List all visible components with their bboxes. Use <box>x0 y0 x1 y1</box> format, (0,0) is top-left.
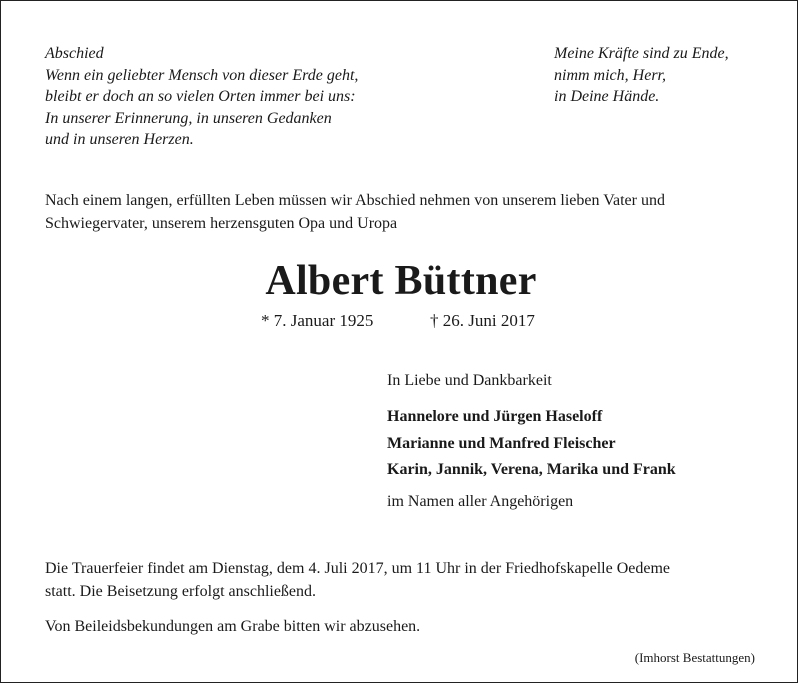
mourner-name: Hannelore und Jürgen Haseloff <box>387 408 603 425</box>
poem-right-line: Meine Kräfte sind zu Ende, <box>554 45 729 62</box>
poem-left-line: und in unseren Herzen. <box>45 131 194 148</box>
poem-right-line: in Deine Hände. <box>554 88 660 105</box>
poem-left-line: bleibt er doch an so vielen Orten immer bei uns: <box>45 88 356 105</box>
mourner-name: Karin, Jannik, Verena, Marika und Frank <box>387 461 676 478</box>
birth-date: * 7. Januar 1925 <box>261 311 374 330</box>
mourners-list <box>387 404 676 484</box>
intro-line: Schwiegervater, unserem herzensguten Opa und Uropa <box>45 215 398 232</box>
poem-right-line: nimm mich, Herr, <box>554 66 666 84</box>
poem-left <box>45 43 358 151</box>
death-date: † 26. Juni 2017 <box>430 311 535 330</box>
condolence-note: Von Beileidsbekundungen am Grabe bitten wir abzusehen. <box>45 618 421 635</box>
mourner-name: Marianne und Manfred Fleischer <box>387 434 616 452</box>
poem-left-line: In unserer Erinnerung, in unseren Gedanken <box>45 109 332 127</box>
intro-line: Nach einem langen, erfüllten Leben müssen wir Abschied nehmen von unserem lieben Vater und <box>45 192 665 209</box>
poem-left-line: Wenn ein geliebter Mensch von dieser Erde geht, <box>45 66 359 84</box>
service-info <box>45 557 670 603</box>
service-line: Die Trauerfeier findet am Dienstag, dem 4. Juli 2017, um 11 Uhr in der Friedhofskapelle Oedeme <box>45 560 671 577</box>
service-line: statt. Die Beisetzung erfolgt anschließend. <box>45 583 317 600</box>
deceased-name: Albert Büttner <box>265 258 537 304</box>
poem-right <box>554 43 729 108</box>
on-behalf-line: im Namen aller Angehörigen <box>387 493 574 510</box>
intro-text <box>45 189 665 235</box>
thanks-line: In Liebe und Dankbarkeit <box>387 372 552 389</box>
poem-left-line: Abschied <box>45 45 104 62</box>
undertaker-credit: (Imhorst Bestattungen) <box>634 650 755 665</box>
